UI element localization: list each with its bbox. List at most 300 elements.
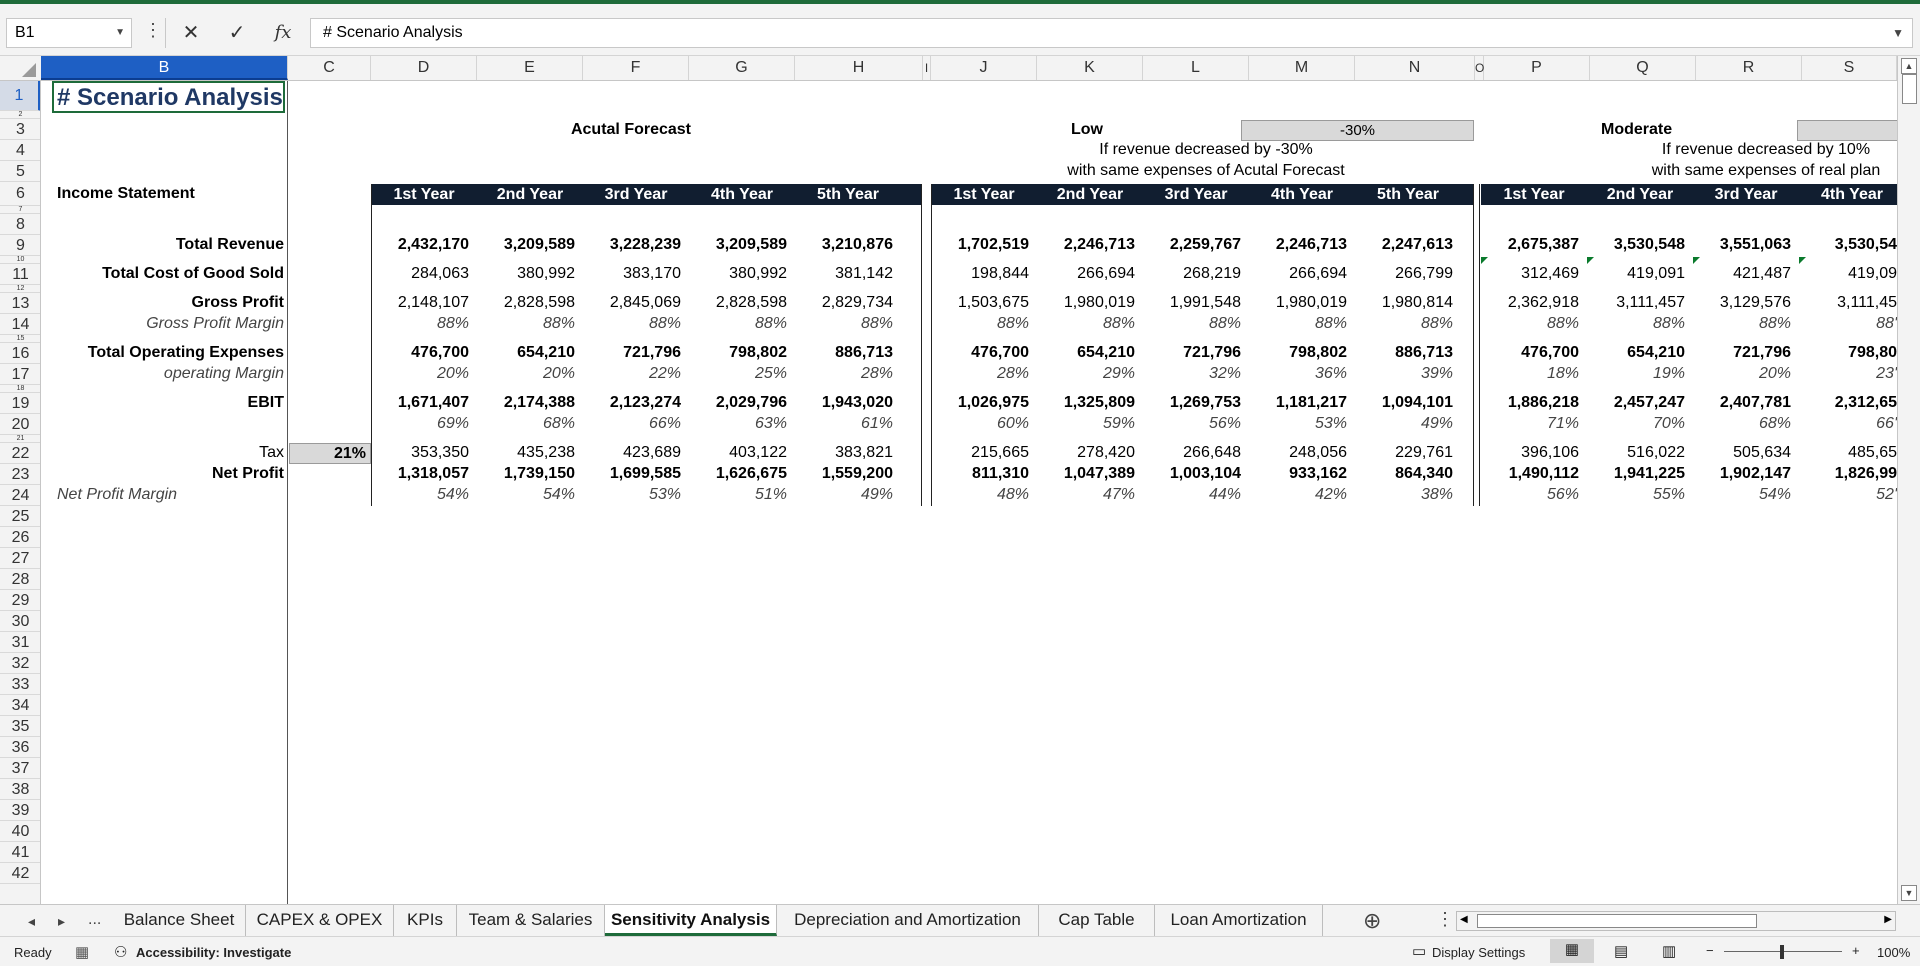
cell-actual-tax-4[interactable]: 403,122 [729, 444, 787, 461]
cell-moderate-ebit-4[interactable]: 2,312,65 [1834, 394, 1897, 411]
row-header-2[interactable]: 2 [0, 111, 41, 119]
cell-actual-gross-profit-4[interactable]: 2,828,598 [715, 294, 787, 311]
cell-low-ebit-margin-2[interactable]: 59% [1102, 415, 1135, 432]
row-header-22[interactable]: 22 [0, 443, 41, 464]
cell-low-gross-profit-margin-3[interactable]: 88% [1208, 315, 1241, 332]
row-header-17[interactable]: 17 [0, 364, 41, 385]
cell-low-net-profit-5[interactable]: 864,340 [1395, 465, 1453, 482]
page-break-icon[interactable]: ▥ [1662, 943, 1677, 960]
cell-low-operating-margin-3[interactable]: 32% [1208, 365, 1241, 382]
column-header-d[interactable]: D [371, 56, 477, 80]
year-header-low-2: 2nd Year [1056, 186, 1124, 203]
cell-low-net-profit-1[interactable]: 811,310 [972, 465, 1029, 482]
cell-low-total-opex-5[interactable]: 886,713 [1395, 344, 1453, 361]
cell-actual-ebit-1[interactable]: 1,671,407 [397, 394, 469, 411]
tab-loan-amortization[interactable]: Loan Amortization [1155, 905, 1323, 936]
cell-low-tax-1[interactable]: 215,665 [971, 444, 1029, 461]
tab-next-icon[interactable]: ▸ [58, 913, 66, 929]
cell-low-net-profit-3[interactable]: 1,003,104 [1169, 465, 1241, 482]
cell-moderate-tax-1[interactable]: 396,106 [1521, 444, 1579, 461]
year-header-actual-4: 4th Year [711, 186, 773, 203]
tab-sensitivity-analysis[interactable]: Sensitivity Analysis [605, 905, 777, 936]
column-header-k[interactable]: K [1037, 56, 1143, 80]
comment-indicator-1 [1481, 257, 1488, 264]
cell-low-ebit-1[interactable]: 1,026,975 [957, 394, 1029, 411]
cell-actual-operating-margin-3[interactable]: 22% [648, 365, 681, 382]
comment-indicator-4 [1799, 257, 1806, 264]
cell-low-operating-margin-2[interactable]: 29% [1102, 365, 1135, 382]
cell-moderate-tax-4[interactable]: 485,65 [1848, 444, 1897, 461]
cell-low-ebit-margin-4[interactable]: 53% [1314, 415, 1347, 432]
cell-actual-gross-profit-margin-2[interactable]: 88% [542, 315, 575, 332]
cell-actual-total-opex-1[interactable]: 476,700 [411, 344, 469, 361]
cell-moderate-ebit-margin-3[interactable]: 68% [1758, 415, 1791, 432]
cell-low-net-profit-margin-4[interactable]: 42% [1314, 486, 1347, 503]
horizontal-scroll-thumb[interactable] [1477, 914, 1757, 928]
moderate-revenue-change-input[interactable] [1797, 120, 1897, 141]
worksheet-grid[interactable] [41, 81, 1897, 904]
sheet-tab-bar [0, 904, 1920, 936]
cell-moderate-ebit-2[interactable]: 2,457,247 [1613, 394, 1685, 411]
cell-moderate-gross-profit-margin-4[interactable]: 88' [1876, 315, 1897, 332]
year-header-actual-5: 5th Year [817, 186, 879, 203]
cell-moderate-operating-margin-2[interactable]: 19% [1652, 365, 1685, 382]
cell-low-gross-profit-5[interactable]: 1,980,814 [1381, 294, 1453, 311]
zoom-out-icon[interactable]: − [1706, 943, 1714, 958]
name-box-value: B1 [15, 24, 35, 41]
row-header-7[interactable]: 7 [0, 206, 41, 214]
cell-moderate-total-cogs-4[interactable]: 419,09 [1848, 265, 1897, 282]
tab-more-button[interactable]: ... [88, 911, 102, 928]
cell-low-net-profit-margin-1[interactable]: 48% [996, 486, 1029, 503]
cell-actual-ebit-margin-5[interactable]: 61% [860, 415, 893, 432]
cell-moderate-net-profit-margin-3[interactable]: 54% [1758, 486, 1791, 503]
cell-low-tax-2[interactable]: 278,420 [1077, 444, 1135, 461]
row-header-42[interactable]: 42 [0, 863, 41, 884]
row-header-30[interactable]: 30 [0, 611, 41, 632]
cell-moderate-total-revenue-3[interactable]: 3,551,063 [1719, 236, 1791, 253]
cancel-icon[interactable]: ✕ [182, 22, 200, 44]
cell-actual-total-cogs-5[interactable]: 381,142 [835, 265, 893, 282]
enter-icon[interactable]: ✓ [228, 22, 246, 44]
year-header-actual-3: 3rd Year [604, 186, 668, 203]
cell-moderate-net-profit-2[interactable]: 1,941,225 [1613, 465, 1685, 482]
cell-actual-total-cogs-1[interactable]: 284,063 [411, 265, 469, 282]
accessibility-icon[interactable]: ⚇ [114, 944, 128, 961]
cell-low-ebit-margin-1[interactable]: 60% [996, 415, 1029, 432]
row-header-35[interactable]: 35 [0, 716, 41, 737]
cell-moderate-gross-profit-margin-3[interactable]: 88% [1758, 315, 1791, 332]
row-headers [0, 81, 41, 904]
cell-actual-tax-2[interactable]: 435,238 [517, 444, 575, 461]
function-icon[interactable]: fx [274, 22, 292, 43]
formula-bar [0, 4, 1920, 56]
cell-actual-gross-profit-5[interactable]: 2,829,734 [821, 294, 893, 311]
cell-low-total-revenue-4[interactable]: 2,246,713 [1275, 236, 1347, 253]
cell-low-gross-profit-margin-2[interactable]: 88% [1102, 315, 1135, 332]
cell-actual-total-cogs-2[interactable]: 380,992 [517, 265, 575, 282]
cell-actual-total-revenue-5[interactable]: 3,210,876 [821, 236, 893, 253]
column-header-l[interactable]: L [1143, 56, 1249, 80]
cell-actual-gross-profit-2[interactable]: 2,828,598 [503, 294, 575, 311]
cell-low-ebit-3[interactable]: 1,269,753 [1169, 394, 1241, 411]
cell-moderate-total-opex-2[interactable]: 654,210 [1627, 344, 1685, 361]
cell-low-total-cogs-4[interactable]: 266,694 [1289, 265, 1347, 282]
cell-low-total-cogs-2[interactable]: 266,694 [1077, 265, 1135, 282]
cell-actual-net-profit-margin-3[interactable]: 53% [648, 486, 681, 503]
cell-moderate-net-profit-margin-2[interactable]: 55% [1652, 486, 1685, 503]
select-all-corner[interactable] [0, 56, 41, 80]
block-border-right-low [1473, 184, 1474, 506]
row-header-21[interactable]: 21 [0, 435, 41, 443]
cell-actual-operating-margin-4[interactable]: 25% [754, 365, 787, 382]
row-header-36[interactable]: 36 [0, 737, 41, 758]
cell-low-total-opex-4[interactable]: 798,802 [1289, 344, 1347, 361]
row-header-26[interactable]: 26 [0, 527, 41, 548]
add-sheet-icon[interactable]: ⊕ [1363, 908, 1382, 933]
row-header-4[interactable]: 4 [0, 140, 41, 161]
cell-actual-operating-margin-5[interactable]: 28% [860, 365, 893, 382]
row-header-40[interactable]: 40 [0, 821, 41, 842]
cell-moderate-ebit-margin-4[interactable]: 66' [1876, 415, 1897, 432]
label-ebit: EBIT [247, 394, 284, 411]
vertical-scrollbar[interactable] [1897, 56, 1920, 904]
row-header-24[interactable]: 24 [0, 485, 41, 506]
row-header-38[interactable]: 38 [0, 779, 41, 800]
row-header-13[interactable]: 13 [0, 293, 41, 314]
cell-actual-ebit-margin-1[interactable]: 69% [436, 415, 469, 432]
row-header-15[interactable]: 15 [0, 335, 41, 343]
cell-low-gross-profit-4[interactable]: 1,980,019 [1275, 294, 1347, 311]
cell-moderate-gross-profit-margin-2[interactable]: 88% [1652, 315, 1685, 332]
cell-moderate-net-profit-4[interactable]: 1,826,99 [1834, 465, 1897, 482]
cell-actual-net-profit-margin-2[interactable]: 54% [542, 486, 575, 503]
chevron-down-icon[interactable]: ▼ [115, 27, 125, 38]
scroll-right-icon[interactable]: ▶ [1884, 914, 1892, 925]
tax-rate-input[interactable]: 21% [289, 443, 371, 464]
cell-moderate-operating-margin-4[interactable]: 23' [1876, 365, 1897, 382]
cell-actual-ebit-margin-3[interactable]: 66% [648, 415, 681, 432]
cell-actual-ebit-margin-4[interactable]: 63% [754, 415, 787, 432]
row-header-10[interactable]: 10 [0, 256, 41, 264]
row-header-14[interactable]: 14 [0, 314, 41, 335]
label-gross-profit: Gross Profit [191, 294, 284, 311]
column-header-m[interactable]: M [1249, 56, 1355, 80]
cell-low-operating-margin-1[interactable]: 28% [996, 365, 1029, 382]
page-layout-icon[interactable]: ▤ [1614, 943, 1629, 960]
cell-low-net-profit-2[interactable]: 1,047,389 [1063, 465, 1135, 482]
cell-actual-net-profit-5[interactable]: 1,559,200 [821, 465, 893, 482]
low-note-line2: with same expenses of Acutal Forecast [1067, 162, 1345, 179]
column-header-q[interactable]: Q [1590, 56, 1696, 80]
column-header-o[interactable]: O [1475, 56, 1484, 80]
cell-actual-gross-profit-1[interactable]: 2,148,107 [397, 294, 469, 311]
accessibility-status[interactable]: Accessibility: Investigate [136, 945, 292, 960]
year-header-actual-1: 1st Year [393, 186, 455, 203]
row-header-9[interactable]: 9 [0, 235, 41, 256]
column-header-p[interactable]: P [1484, 56, 1590, 80]
row-header-31[interactable]: 31 [0, 632, 41, 653]
label-net-profit-margin: Net Profit Margin [57, 486, 178, 503]
year-header-moderate-2: 2nd Year [1606, 186, 1674, 203]
sheet-title: # Scenario Analysis [57, 84, 283, 111]
cell-actual-total-cogs-3[interactable]: 383,170 [623, 265, 681, 282]
cell-actual-tax-1[interactable]: 353,350 [411, 444, 469, 461]
row-header-34[interactable]: 34 [0, 695, 41, 716]
label-total-revenue: Total Revenue [175, 236, 284, 253]
cell-actual-gross-profit-3[interactable]: 2,845,069 [609, 294, 681, 311]
cell-moderate-ebit-3[interactable]: 2,407,781 [1719, 394, 1791, 411]
cell-actual-gross-profit-margin-3[interactable]: 88% [648, 315, 681, 332]
cell-low-total-cogs-5[interactable]: 266,799 [1395, 265, 1453, 282]
row-header-20[interactable]: 20 [0, 414, 41, 435]
cell-low-gross-profit-margin-5[interactable]: 88% [1420, 315, 1453, 332]
more-icon[interactable]: ⋮ [144, 20, 162, 40]
cell-actual-net-profit-margin-5[interactable]: 49% [860, 486, 893, 503]
label-tax: Tax [259, 444, 284, 461]
cell-moderate-gross-profit-3[interactable]: 3,129,576 [1719, 294, 1791, 311]
cell-moderate-total-opex-4[interactable]: 798,80 [1848, 344, 1897, 361]
cell-moderate-ebit-margin-2[interactable]: 70% [1652, 415, 1685, 432]
column-header-j[interactable]: J [931, 56, 1037, 80]
cell-low-tax-5[interactable]: 229,761 [1395, 444, 1453, 461]
cell-low-total-opex-3[interactable]: 721,796 [1183, 344, 1241, 361]
row-header-33[interactable]: 33 [0, 674, 41, 695]
cell-moderate-ebit-1[interactable]: 1,886,218 [1507, 394, 1579, 411]
zoom-slider-thumb[interactable] [1780, 945, 1784, 959]
comment-indicator-2 [1587, 257, 1594, 264]
cell-low-gross-profit-2[interactable]: 1,980,019 [1063, 294, 1135, 311]
row-header-39[interactable]: 39 [0, 800, 41, 821]
row-header-41[interactable]: 41 [0, 842, 41, 863]
cell-moderate-operating-margin-1[interactable]: 18% [1546, 365, 1579, 382]
row-header-28[interactable]: 28 [0, 569, 41, 590]
cell-moderate-gross-profit-margin-1[interactable]: 88% [1546, 315, 1579, 332]
cell-actual-total-revenue-3[interactable]: 3,228,239 [609, 236, 681, 253]
row-header-12[interactable]: 12 [0, 285, 41, 293]
cell-low-ebit-margin-3[interactable]: 56% [1208, 415, 1241, 432]
cell-low-total-cogs-1[interactable]: 198,844 [971, 265, 1029, 282]
display-settings-button[interactable]: Display Settings [1432, 945, 1526, 960]
low-scenario-title: Low [1071, 121, 1103, 138]
row-header-23[interactable]: 23 [0, 464, 41, 485]
cell-low-net-profit-4[interactable]: 933,162 [1289, 465, 1347, 482]
status-ready: Ready [14, 945, 52, 960]
cell-moderate-tax-2[interactable]: 516,022 [1627, 444, 1685, 461]
cell-low-tax-4[interactable]: 248,056 [1289, 444, 1347, 461]
cell-low-net-profit-margin-2[interactable]: 47% [1102, 486, 1135, 503]
macro-icon[interactable]: ▦ [75, 944, 90, 961]
cell-actual-net-profit-margin-4[interactable]: 51% [754, 486, 787, 503]
cell-actual-ebit-4[interactable]: 2,029,796 [715, 394, 787, 411]
cell-actual-net-profit-2[interactable]: 1,739,150 [503, 465, 575, 482]
zoom-in-icon[interactable]: + [1852, 943, 1860, 958]
row-header-25[interactable]: 25 [0, 506, 41, 527]
row-header-8[interactable]: 8 [0, 214, 41, 235]
row-header-11[interactable]: 11 [0, 264, 41, 285]
column-header-g[interactable]: G [689, 56, 795, 80]
column-header-n[interactable]: N [1355, 56, 1475, 80]
cell-moderate-total-revenue-4[interactable]: 3,530,54 [1834, 236, 1897, 253]
cell-actual-net-profit-1[interactable]: 1,318,057 [397, 465, 469, 482]
cell-actual-operating-margin-2[interactable]: 20% [542, 365, 575, 382]
cell-low-total-revenue-3[interactable]: 2,259,767 [1169, 236, 1241, 253]
cell-low-ebit-5[interactable]: 1,094,101 [1381, 394, 1453, 411]
tab-kpis[interactable]: KPIs [394, 905, 457, 936]
cell-low-gross-profit-margin-1[interactable]: 88% [996, 315, 1029, 332]
cell-moderate-net-profit-margin-1[interactable]: 56% [1546, 486, 1579, 503]
cell-low-ebit-2[interactable]: 1,325,809 [1063, 394, 1135, 411]
column-header-c[interactable]: C [288, 56, 371, 80]
year-header-low-5: 5th Year [1377, 186, 1439, 203]
year-header-moderate-3: 3rd Year [1714, 186, 1778, 203]
row-header-5[interactable]: 5 [0, 161, 41, 182]
cell-actual-total-opex-2[interactable]: 654,210 [517, 344, 575, 361]
cell-moderate-total-opex-3[interactable]: 721,796 [1733, 344, 1791, 361]
cell-low-net-profit-margin-5[interactable]: 38% [1420, 486, 1453, 503]
tab-prev-icon[interactable]: ◂ [28, 913, 36, 929]
cell-actual-total-opex-4[interactable]: 798,802 [729, 344, 787, 361]
column-header-e[interactable]: E [477, 56, 583, 80]
tab-capex-opex[interactable]: CAPEX & OPEX [246, 905, 394, 936]
cell-moderate-total-revenue-2[interactable]: 3,530,548 [1613, 236, 1685, 253]
cell-moderate-total-cogs-2[interactable]: 419,091 [1627, 265, 1685, 282]
year-header-moderate-1: 1st Year [1503, 186, 1565, 203]
cell-low-operating-margin-4[interactable]: 36% [1314, 365, 1347, 382]
tab-depreciation-and-amortization[interactable]: Depreciation and Amortization [777, 905, 1039, 936]
cell-actual-gross-profit-margin-4[interactable]: 88% [754, 315, 787, 332]
formula-input-value: # Scenario Analysis [323, 24, 463, 41]
cell-low-net-profit-margin-3[interactable]: 44% [1208, 486, 1241, 503]
column-header-r[interactable]: R [1696, 56, 1802, 80]
year-header-low-1: 1st Year [953, 186, 1015, 203]
block-border-right-actual [921, 184, 922, 506]
expand-formula-icon[interactable]: ▼ [1892, 26, 1904, 40]
name-box[interactable] [6, 18, 132, 48]
label-column-border [287, 81, 288, 904]
row-header-37[interactable]: 37 [0, 758, 41, 779]
actual-scenario-title: Acutal Forecast [570, 121, 692, 138]
cell-low-operating-margin-5[interactable]: 39% [1420, 365, 1453, 382]
cell-moderate-gross-profit-4[interactable]: 3,111,45 [1837, 294, 1897, 311]
cell-moderate-net-profit-1[interactable]: 1,490,112 [1508, 465, 1579, 482]
column-header-h[interactable]: H [795, 56, 923, 80]
cell-moderate-total-revenue-1[interactable]: 2,675,387 [1507, 236, 1579, 253]
cell-actual-total-opex-5[interactable]: 886,713 [835, 344, 893, 361]
scroll-up-icon[interactable]: ▲ [1901, 58, 1917, 74]
cell-actual-total-revenue-2[interactable]: 3,209,589 [503, 236, 575, 253]
cell-low-total-cogs-3[interactable]: 268,219 [1183, 265, 1241, 282]
cell-low-gross-profit-margin-4[interactable]: 88% [1314, 315, 1347, 332]
vertical-scroll-thumb[interactable] [1902, 74, 1917, 104]
cell-low-total-revenue-2[interactable]: 2,246,713 [1063, 236, 1135, 253]
cell-moderate-ebit-margin-1[interactable]: 71% [1546, 415, 1579, 432]
label-total-opex: Total Operating Expenses [87, 344, 284, 361]
row-header-3[interactable]: 3 [0, 119, 41, 140]
display-settings-icon[interactable]: ▭ [1412, 943, 1427, 960]
tab-cap-table[interactable]: Cap Table [1039, 905, 1155, 936]
moderate-note-line1: If revenue decreased by 10% [1661, 141, 1871, 158]
cell-low-total-revenue-5[interactable]: 2,247,613 [1381, 236, 1453, 253]
year-header-moderate-4: 4th Year [1821, 186, 1883, 203]
select-all-icon [22, 63, 36, 77]
cell-actual-net-profit-margin-1[interactable]: 54% [436, 486, 469, 503]
cell-actual-gross-profit-margin-5[interactable]: 88% [860, 315, 893, 332]
year-header-low-3: 3rd Year [1164, 186, 1228, 203]
row-header-19[interactable]: 19 [0, 393, 41, 414]
comment-indicator-3 [1693, 257, 1700, 264]
cell-low-ebit-4[interactable]: 1,181,217 [1275, 394, 1347, 411]
cell-moderate-total-cogs-3[interactable]: 421,487 [1733, 265, 1791, 282]
formula-input[interactable] [310, 18, 1913, 48]
tab-balance-sheet[interactable]: Balance Sheet [113, 905, 246, 936]
column-header-b[interactable]: B [41, 56, 288, 80]
cell-moderate-total-cogs-1[interactable]: 312,469 [1521, 265, 1579, 282]
cell-actual-total-cogs-4[interactable]: 380,992 [729, 265, 787, 282]
cell-actual-net-profit-4[interactable]: 1,626,675 [715, 465, 787, 482]
cell-actual-ebit-2[interactable]: 2,174,388 [503, 394, 575, 411]
row-header-29[interactable]: 29 [0, 590, 41, 611]
cell-actual-gross-profit-margin-1[interactable]: 88% [436, 315, 469, 332]
cell-moderate-gross-profit-1[interactable]: 2,362,918 [1507, 294, 1579, 311]
cell-low-ebit-margin-5[interactable]: 49% [1420, 415, 1453, 432]
cell-low-tax-3[interactable]: 266,648 [1183, 444, 1241, 461]
cell-actual-total-opex-3[interactable]: 721,796 [623, 344, 681, 361]
moderate-note-line2: with same expenses of real plan [1651, 162, 1881, 179]
tab-team-salaries[interactable]: Team & Salaries [457, 905, 605, 936]
cell-moderate-net-profit-3[interactable]: 1,902,147 [1719, 465, 1791, 482]
row-header-6[interactable]: 6 [0, 182, 41, 206]
cell-moderate-operating-margin-3[interactable]: 20% [1758, 365, 1791, 382]
row-header-32[interactable]: 32 [0, 653, 41, 674]
column-header-s[interactable]: S [1802, 56, 1897, 80]
cell-actual-ebit-5[interactable]: 1,943,020 [821, 394, 893, 411]
cell-actual-tax-5[interactable]: 383,821 [835, 444, 893, 461]
cell-moderate-total-opex-1[interactable]: 476,700 [1521, 344, 1579, 361]
cell-actual-net-profit-3[interactable]: 1,699,585 [609, 465, 681, 482]
row-header-16[interactable]: 16 [0, 343, 41, 364]
scroll-left-icon[interactable]: ◀ [1460, 914, 1468, 925]
cell-low-total-revenue-1[interactable]: 1,702,519 [957, 236, 1029, 253]
tab-options-icon[interactable]: ⋮ [1436, 909, 1454, 929]
cell-actual-total-revenue-4[interactable]: 3,209,589 [715, 236, 787, 253]
cell-actual-ebit-3[interactable]: 2,123,274 [609, 394, 681, 411]
row-header-18[interactable]: 18 [0, 385, 41, 393]
row-header-27[interactable]: 27 [0, 548, 41, 569]
normal-view-icon[interactable]: ▦ [1550, 939, 1594, 963]
column-header-f[interactable]: F [583, 56, 689, 80]
zoom-level[interactable]: 100% [1877, 945, 1911, 960]
scroll-down-icon[interactable]: ▼ [1901, 885, 1917, 901]
cell-low-total-opex-2[interactable]: 654,210 [1077, 344, 1135, 361]
cell-actual-total-revenue-1[interactable]: 2,432,170 [397, 236, 469, 253]
cell-actual-tax-3[interactable]: 423,689 [623, 444, 681, 461]
cell-low-total-opex-1[interactable]: 476,700 [971, 344, 1029, 361]
cell-actual-operating-margin-1[interactable]: 20% [436, 365, 469, 382]
formula-bar-divider [165, 18, 166, 48]
row-header-1[interactable]: 1 [0, 81, 41, 111]
label-net-profit: Net Profit [212, 465, 284, 482]
cell-moderate-net-profit-margin-4[interactable]: 52' [1876, 486, 1897, 503]
cell-actual-ebit-margin-2[interactable]: 68% [542, 415, 575, 432]
column-header-i[interactable]: I [923, 56, 931, 80]
cell-moderate-tax-3[interactable]: 505,634 [1733, 444, 1791, 461]
horizontal-scrollbar[interactable] [1456, 911, 1896, 931]
low-revenue-change-input[interactable]: -30% [1241, 120, 1474, 141]
cell-low-gross-profit-1[interactable]: 1,503,675 [957, 294, 1029, 311]
cell-moderate-gross-profit-2[interactable]: 3,111,457 [1616, 294, 1685, 311]
cell-low-gross-profit-3[interactable]: 1,991,548 [1169, 294, 1241, 311]
